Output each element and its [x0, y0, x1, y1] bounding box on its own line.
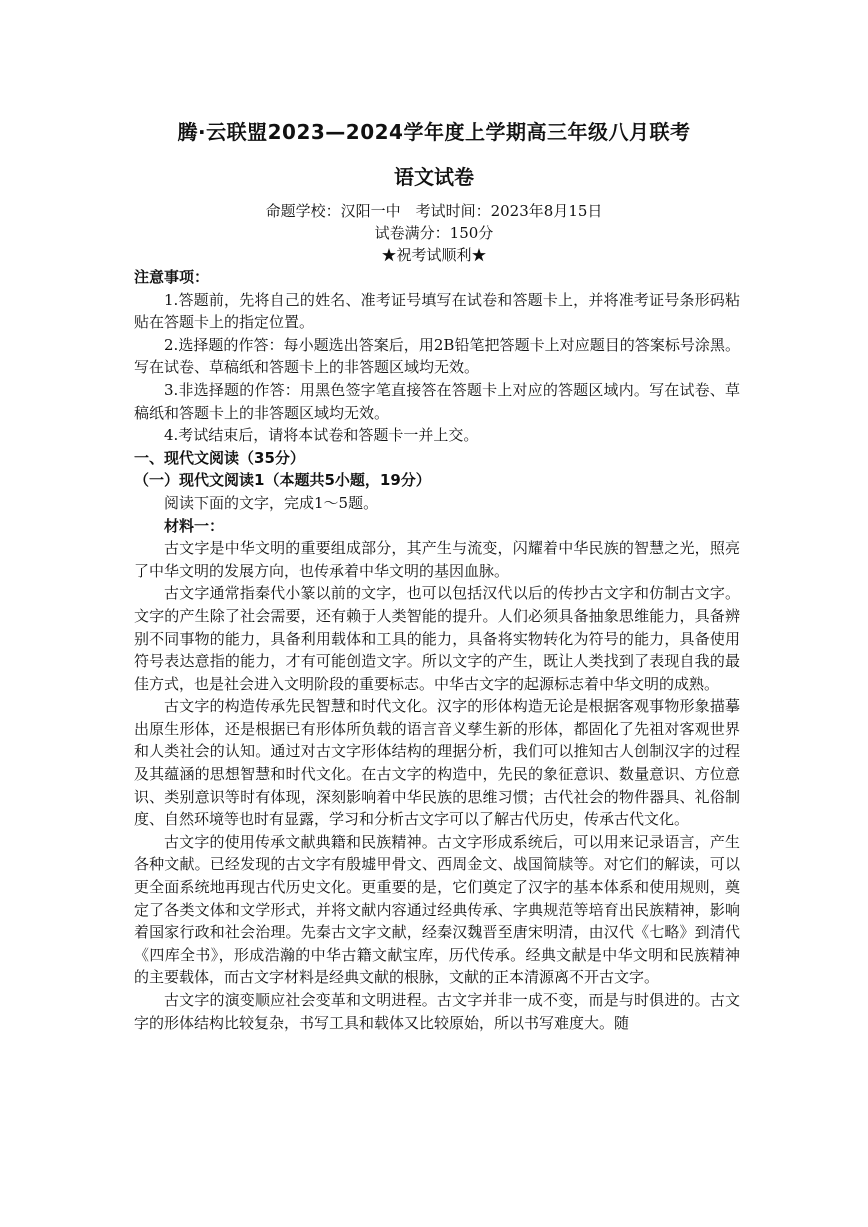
notice-item: 2.选择题的作答：每小题选出答案后，用2B铅笔把答题卡上对应题目的答案标号涂黑。写在试卷、草稿纸和答题卡上的非答题区域均无效。: [134, 335, 740, 377]
exam-wish-line: ★祝考试顺利★: [381, 246, 487, 264]
body-paragraph: 古文字的使用传承文献典籍和民族精神。古文字形成系统后，可以用来记录语言，产生各种文献。已经发现的古文字有殷墟甲骨文、西周金文、战国简牍等。对它们的解读，可以更全面系统地再现古代历史文化。更重要的是，它们奠定了汉字的基本体系和使用规则，奠定了各类文体和文学形式，并将文献内容通过经典传承、字典规范等培育出民族精神，影响着国家行政和社会治理。先秦古文字文献，经秦汉魏晋至唐宋明清，由汉代《七略》到清代《四库全书》，形成浩瀚的中华古籍文献宝库，历代传承。经典文献是中华文明和民族精神的主要载体，而古文字材料是经典文献的根脉，文献的正本清源离不开古文字。: [134, 832, 740, 987]
exam-score-line: 试卷满分：150分: [374, 224, 494, 242]
reading-prompt: 阅读下面的文字，完成1～5题。: [164, 493, 379, 512]
section-heading: 一、现代文阅读（35分）: [134, 448, 305, 467]
body-paragraph: 古文字是中华文明的重要组成部分，其产生与流变，闪耀着中华民族的智慧之光，照亮了中华文明的发展方向，也传承着中华文明的基因血脉。: [134, 539, 740, 580]
exam-content: [134, 266, 740, 1034]
body-paragraph: 古文字的演变顺应社会变革和文明进程。古文字并非一成不变，而是与时俱进的。古文字的形体结构比较复杂，书写工具和载体又比较原始，所以书写难度大。随: [134, 991, 740, 1032]
exam-info-line: 命题学校：汉阳一中 考试时间：2023年8月15日: [265, 202, 603, 220]
exam-subject: 语文试卷: [394, 165, 474, 189]
exam-title: 腾·云联盟2023—2024学年度上学期高三年级八月联考: [177, 120, 691, 144]
material-label: 材料一：: [164, 516, 225, 535]
notice-item: 4.考试结束后，请将本试卷和答题卡一并上交。: [164, 426, 479, 445]
section-subheading: （一）现代文阅读1（本题共5小题，19分）: [134, 471, 431, 490]
notice-heading: 注意事项：: [134, 268, 210, 286]
notice-item: 3.非选择题的作答：用黑色签字笔直接答在答题卡上对应的答题区域内。写在试卷、草稿纸和答题卡上的非答题区域均无效。: [134, 380, 740, 422]
notice-item: 1.答题前，先将自己的姓名、准考证号填写在试卷和答题卡上，并将准考证号条形码粘贴在答题卡上的指定位置。: [134, 290, 740, 332]
body-paragraph: 古文字的构造传承先民智慧和时代文化。汉字的形体构造无论是根据客观事物形象描摹出原生形体，还是根据已有形体所负载的语言音义孳生新的形体，都固化了先祖对客观世界和人类社会的认知。通过对古文字形体结构的理据分析，我们可以推知古人创制汉字的过程及其蕴涵的思想智慧和时代文化。在古文字的构造中，先民的象征意识、数量意识、方位意识、类别意识等时有体现，深刻影响着中华民族的思维习惯；古代社会的物件器具、礼俗制度、自然环境等也时有显露，学习和分析古文字可以了解古代历史，传承古代文化。: [134, 697, 740, 829]
body-paragraph: 古文字通常指秦代小篆以前的文字，也可以包括汉代以后的传抄古文字和仿制古文字。文字的产生除了社会需要，还有赖于人类智能的提升。人们必须具备抽象思维能力，具备辨别不同事物的能力，具备利用载体和工具的能力，具备将实物转化为符号的能力，具备使用符号表达意指的能力，才有可能创造文字。所以文字的产生，既让人类找到了表现自我的最佳方式，也是社会进入文明阶段的重要标志。中华古文字的起源标志着中华文明的成熟。: [134, 584, 740, 693]
